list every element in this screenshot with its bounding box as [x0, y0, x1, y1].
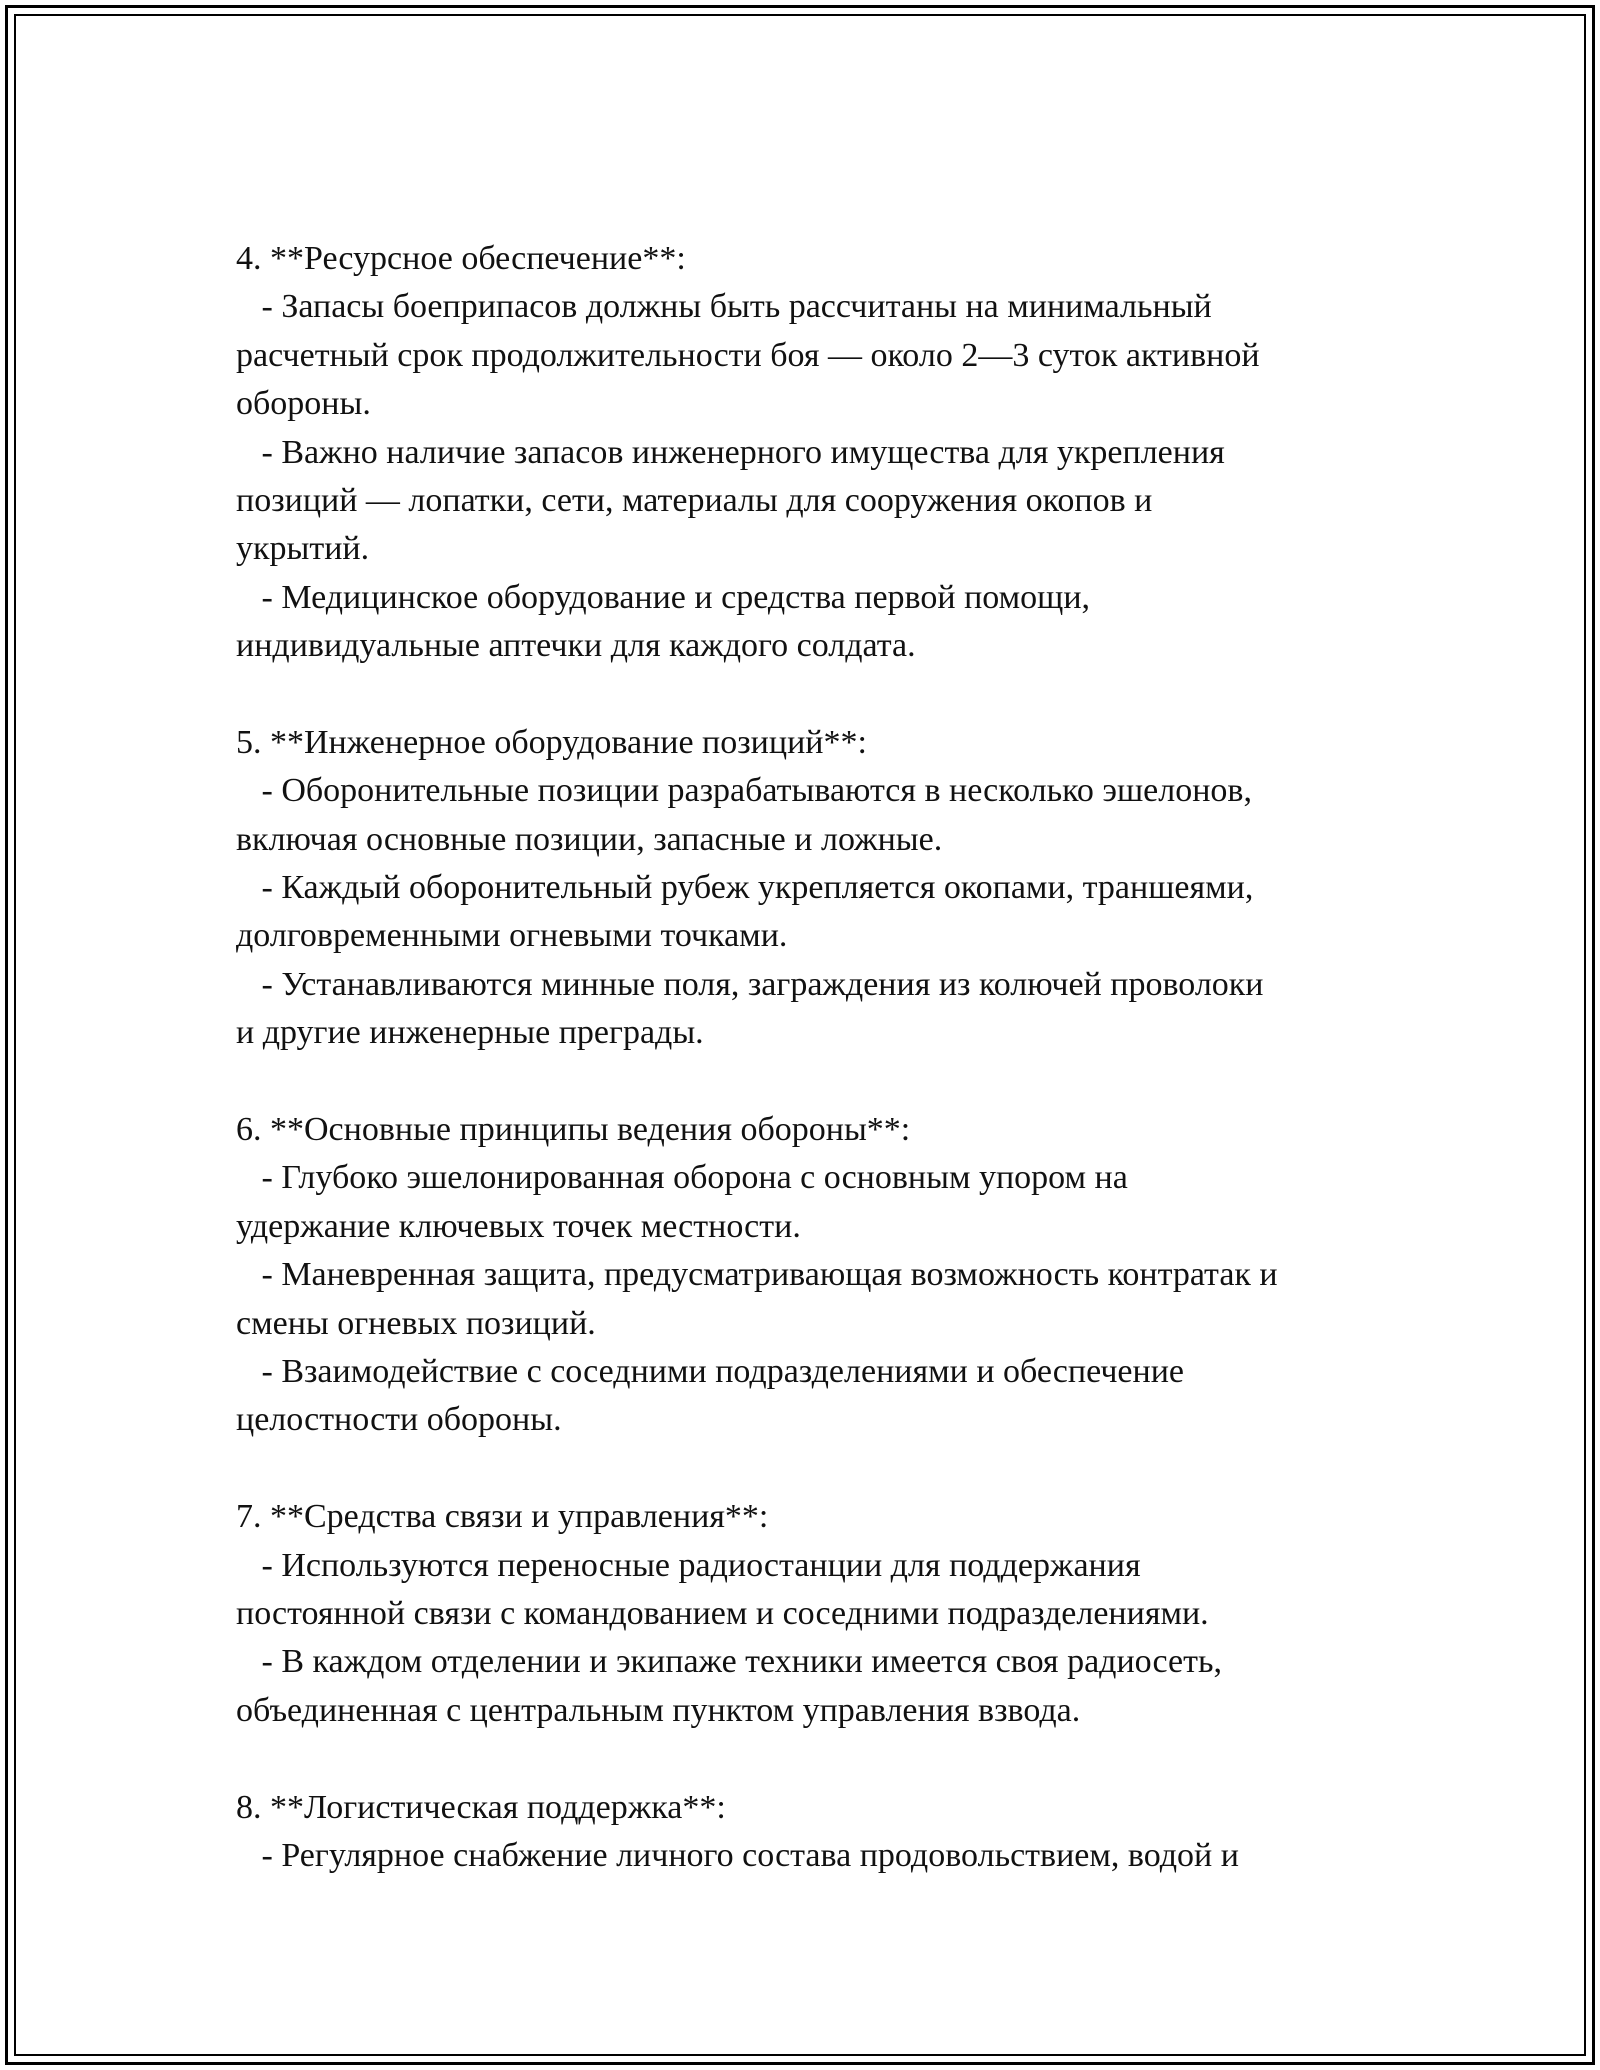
text-line: - Оборонительные позиции разрабатываются в несколько эшелонов,	[236, 772, 1252, 810]
text-line: обороны.	[236, 385, 371, 423]
text-line: смены огневых позиций.	[236, 1304, 596, 1342]
section	[236, 235, 1416, 671]
section-heading: 8. **Логистическая поддержка**:	[236, 1788, 726, 1826]
text-line: - Глубоко эшелонированная оборона с основным упором на	[236, 1159, 1128, 1197]
text-line: - Запасы боеприпасов должны быть рассчитаны на минимальный	[236, 288, 1212, 326]
document-body	[236, 235, 1416, 1880]
section	[236, 1493, 1416, 1735]
text-line: - Каждый оборонительный рубеж укрепляется окопами, траншеями,	[236, 869, 1254, 907]
text-line: - Важно наличие запасов инженерного имущества для укрепления	[236, 433, 1225, 471]
section-heading: 5. **Инженерное оборудование позиций**:	[236, 723, 867, 761]
text-line: - Медицинское оборудование и средства первой помощи,	[236, 578, 1091, 616]
text-line: расчетный срок продолжительности боя — около 2—3 суток активной	[236, 336, 1260, 374]
section-heading: 7. **Средства связи и управления**:	[236, 1498, 769, 1536]
text-line: целостности обороны.	[236, 1401, 562, 1439]
section	[236, 719, 1416, 1058]
text-line: - Устанавливаются минные поля, заграждения из колючей проволоки	[236, 965, 1264, 1003]
text-line: - В каждом отделении и экипаже техники имеется своя радиосеть,	[236, 1643, 1222, 1681]
paragraph-spacer	[236, 671, 1416, 719]
text-line: объединенная с центральным пунктом управления взвода.	[236, 1691, 1081, 1729]
text-line: индивидуальные аптечки для каждого солдата.	[236, 627, 916, 665]
text-line: и другие инженерные преграды.	[236, 1014, 704, 1052]
text-line: удержание ключевых точек местности.	[236, 1207, 801, 1245]
section	[236, 1784, 1416, 1881]
text-line: укрытий.	[236, 530, 370, 568]
text-line: - Регулярное снабжение личного состава продовольствием, водой и	[236, 1836, 1239, 1874]
section-heading: 4. **Ресурсное обеспечение**:	[236, 240, 686, 277]
text-line: - Взаимодействие с соседними подразделениями и обеспечение	[236, 1352, 1184, 1390]
text-line: - Используются переносные радиостанции для поддержания	[236, 1546, 1141, 1584]
text-line: включая основные позиции, запасные и ложные.	[236, 820, 943, 858]
section-heading: 6. **Основные принципы ведения обороны**:	[236, 1111, 911, 1149]
paragraph-spacer	[236, 1735, 1416, 1783]
paragraph-spacer	[236, 1058, 1416, 1106]
text-line: позиций — лопатки, сети, материалы для сооружения окопов и	[236, 481, 1153, 519]
text-line: - Маневренная защита, предусматривающая возможность контратак и	[236, 1256, 1278, 1294]
text-line: постоянной связи с командованием и соседними подразделениями.	[236, 1594, 1209, 1632]
text-line: долговременными огневыми точками.	[236, 917, 788, 955]
section	[236, 1106, 1416, 1445]
paragraph-spacer	[236, 1445, 1416, 1493]
